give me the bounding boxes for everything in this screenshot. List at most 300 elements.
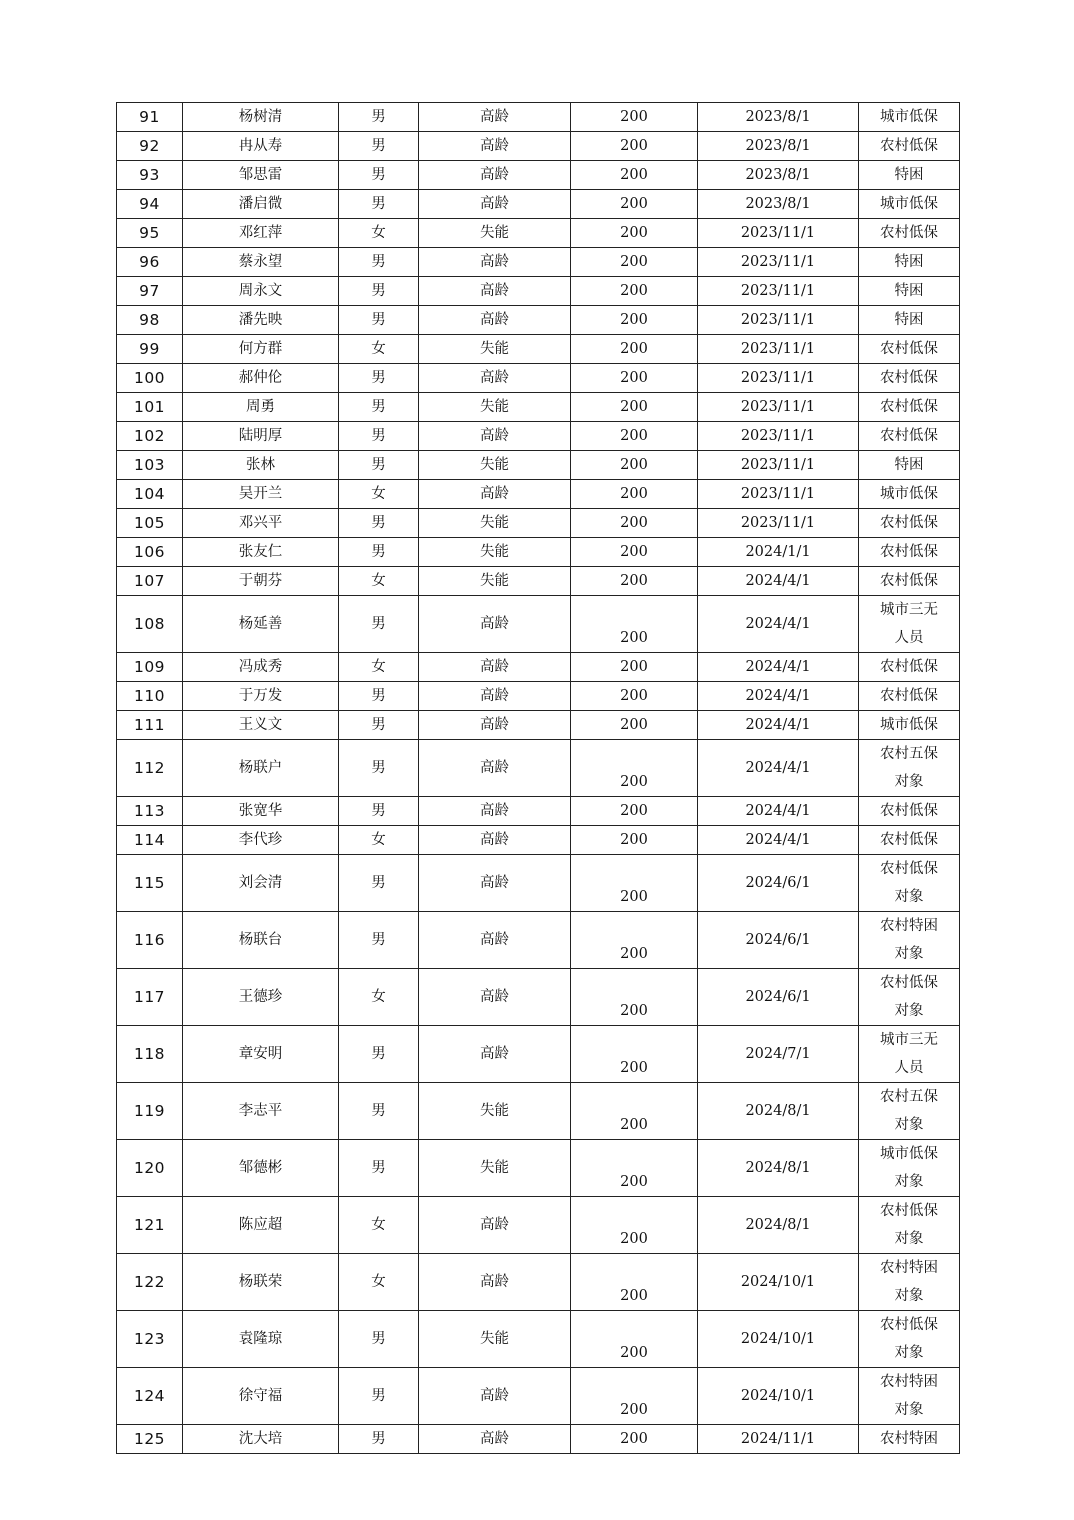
row-number-cell: 119 [117,1083,183,1140]
amount-cell: 200 [571,855,698,912]
category-cell: 城市低保 [859,190,960,219]
category-line-1: 农村低保 [880,1203,938,1219]
amount-cell: 200 [571,740,698,797]
start-date-cell: 2024/4/1 [698,567,859,596]
subsidy-type-cell: 高龄 [419,1197,571,1254]
amount-cell: 200 [571,711,698,740]
gender-cell: 男 [339,1026,419,1083]
category-line-1: 农村特困 [880,1260,938,1276]
start-date-cell: 2024/4/1 [698,653,859,682]
subsidy-type-cell: 高龄 [419,364,571,393]
subsidy-type-cell: 高龄 [419,682,571,711]
gender-cell: 男 [339,277,419,306]
table-row [117,306,960,335]
subsidy-table [116,102,960,1454]
gender-cell: 男 [339,393,419,422]
row-number-cell: 91 [117,103,183,132]
row-number-cell: 94 [117,190,183,219]
row-number-cell: 97 [117,277,183,306]
subsidy-type-cell: 失能 [419,509,571,538]
row-number-cell: 123 [117,1311,183,1368]
row-number-cell: 121 [117,1197,183,1254]
category-cell: 农村低保 [859,653,960,682]
amount-cell: 200 [571,103,698,132]
category-cell: 特困 [859,248,960,277]
row-number-cell: 96 [117,248,183,277]
category-line-2: 对象 [894,889,924,905]
subsidy-type-cell: 高龄 [419,912,571,969]
row-number-cell: 100 [117,364,183,393]
row-number-cell: 103 [117,451,183,480]
amount-cell: 200 [571,1140,698,1197]
person-name-cell: 王义文 [183,711,339,740]
table-row [117,653,960,682]
subsidy-type-cell: 高龄 [419,190,571,219]
gender-cell: 女 [339,826,419,855]
table-row [117,797,960,826]
amount-cell: 200 [571,190,698,219]
start-date-cell: 2023/8/1 [698,190,859,219]
row-number-cell: 109 [117,653,183,682]
category-cell [859,1026,960,1083]
category-line-1: 农村低保 [880,861,938,877]
table-row [117,277,960,306]
amount-cell: 200 [571,1026,698,1083]
person-name-cell: 袁隆琼 [183,1311,339,1368]
table-row [117,1197,960,1254]
start-date-cell: 2024/8/1 [698,1197,859,1254]
table-row [117,826,960,855]
amount-cell: 200 [571,826,698,855]
subsidy-type-cell: 失能 [419,451,571,480]
subsidy-type-cell: 高龄 [419,248,571,277]
gender-cell: 女 [339,480,419,509]
amount-cell: 200 [571,1311,698,1368]
subsidy-type-cell: 高龄 [419,711,571,740]
table-row [117,567,960,596]
category-line-2: 对象 [894,1174,924,1190]
person-name-cell: 王德珍 [183,969,339,1026]
start-date-cell: 2023/11/1 [698,219,859,248]
gender-cell: 男 [339,306,419,335]
person-name-cell: 吴开兰 [183,480,339,509]
subsidy-type-cell: 高龄 [419,480,571,509]
table-row [117,1368,960,1425]
table-row [117,1083,960,1140]
table-row [117,682,960,711]
subsidy-type-cell: 高龄 [419,1425,571,1454]
subsidy-type-cell: 高龄 [419,653,571,682]
row-number-cell: 95 [117,219,183,248]
start-date-cell: 2023/11/1 [698,306,859,335]
start-date-cell: 2024/6/1 [698,969,859,1026]
subsidy-type-cell: 高龄 [419,132,571,161]
gender-cell: 女 [339,567,419,596]
subsidy-type-cell: 失能 [419,538,571,567]
person-name-cell: 陈应超 [183,1197,339,1254]
category-line-2: 对象 [894,1231,924,1247]
table-row [117,912,960,969]
gender-cell: 男 [339,1368,419,1425]
category-line-2: 对象 [894,1345,924,1361]
gender-cell: 男 [339,190,419,219]
start-date-cell: 2024/1/1 [698,538,859,567]
table-row [117,855,960,912]
start-date-cell: 2023/11/1 [698,422,859,451]
person-name-cell: 于万发 [183,682,339,711]
category-cell: 城市低保 [859,480,960,509]
start-date-cell: 2024/11/1 [698,1425,859,1454]
row-number-cell: 117 [117,969,183,1026]
amount-cell: 200 [571,219,698,248]
person-name-cell: 杨联荣 [183,1254,339,1311]
amount-cell: 200 [571,335,698,364]
category-cell [859,1311,960,1368]
row-number-cell: 99 [117,335,183,364]
person-name-cell: 于朝芬 [183,567,339,596]
category-cell: 农村低保 [859,364,960,393]
table-row [117,480,960,509]
subsidy-type-cell: 高龄 [419,826,571,855]
gender-cell: 女 [339,219,419,248]
start-date-cell: 2023/11/1 [698,335,859,364]
amount-cell: 200 [571,1083,698,1140]
amount-cell: 200 [571,451,698,480]
category-cell: 农村低保 [859,393,960,422]
start-date-cell: 2023/11/1 [698,509,859,538]
category-cell: 城市低保 [859,103,960,132]
gender-cell: 男 [339,161,419,190]
gender-cell: 男 [339,711,419,740]
start-date-cell: 2023/11/1 [698,393,859,422]
gender-cell: 男 [339,1425,419,1454]
amount-cell: 200 [571,161,698,190]
category-cell: 农村特困 [859,1425,960,1454]
gender-cell: 男 [339,797,419,826]
person-name-cell: 郝仲伦 [183,364,339,393]
gender-cell: 男 [339,682,419,711]
person-name-cell: 陆明厚 [183,422,339,451]
gender-cell: 男 [339,509,419,538]
row-number-cell: 104 [117,480,183,509]
table-row [117,969,960,1026]
category-line-2: 人员 [894,630,924,646]
person-name-cell: 沈大培 [183,1425,339,1454]
amount-cell: 200 [571,797,698,826]
subsidy-type-cell: 高龄 [419,855,571,912]
category-cell [859,855,960,912]
row-number-cell: 108 [117,596,183,653]
start-date-cell: 2023/11/1 [698,248,859,277]
start-date-cell: 2023/11/1 [698,451,859,480]
gender-cell: 女 [339,653,419,682]
gender-cell: 男 [339,596,419,653]
person-name-cell: 潘启微 [183,190,339,219]
person-name-cell: 杨延善 [183,596,339,653]
table-row [117,451,960,480]
category-cell: 特困 [859,277,960,306]
row-number-cell: 116 [117,912,183,969]
amount-cell: 200 [571,364,698,393]
start-date-cell: 2024/4/1 [698,596,859,653]
start-date-cell: 2024/6/1 [698,855,859,912]
gender-cell: 男 [339,422,419,451]
start-date-cell: 2024/4/1 [698,740,859,797]
subsidy-type-cell: 高龄 [419,422,571,451]
person-name-cell: 刘会清 [183,855,339,912]
amount-cell: 200 [571,912,698,969]
row-number-cell: 112 [117,740,183,797]
amount-cell: 200 [571,422,698,451]
category-cell [859,969,960,1026]
category-cell: 特困 [859,306,960,335]
table-row [117,190,960,219]
start-date-cell: 2024/8/1 [698,1083,859,1140]
subsidy-type-cell: 失能 [419,1140,571,1197]
amount-cell: 200 [571,567,698,596]
person-name-cell: 周永文 [183,277,339,306]
category-line-1: 城市低保 [880,1146,938,1162]
start-date-cell: 2023/11/1 [698,480,859,509]
category-line-1: 农村低保 [880,975,938,991]
amount-cell: 200 [571,1197,698,1254]
table-row [117,1311,960,1368]
row-number-cell: 122 [117,1254,183,1311]
amount-cell: 200 [571,653,698,682]
person-name-cell: 杨联户 [183,740,339,797]
row-number-cell: 105 [117,509,183,538]
amount-cell: 200 [571,1425,698,1454]
person-name-cell: 邓兴平 [183,509,339,538]
person-name-cell: 蔡永望 [183,248,339,277]
gender-cell: 男 [339,912,419,969]
table-row [117,422,960,451]
start-date-cell: 2023/8/1 [698,161,859,190]
category-line-2: 对象 [894,1003,924,1019]
person-name-cell: 何方群 [183,335,339,364]
gender-cell: 女 [339,1197,419,1254]
subsidy-type-cell: 失能 [419,393,571,422]
amount-cell: 200 [571,538,698,567]
amount-cell: 200 [571,248,698,277]
subsidy-type-cell: 失能 [419,1311,571,1368]
category-line-1: 农村低保 [880,1317,938,1333]
row-number-cell: 110 [117,682,183,711]
amount-cell: 200 [571,1368,698,1425]
start-date-cell: 2023/8/1 [698,103,859,132]
row-number-cell: 124 [117,1368,183,1425]
category-cell [859,1140,960,1197]
category-cell [859,1368,960,1425]
category-line-1: 农村五保 [880,1089,938,1105]
row-number-cell: 102 [117,422,183,451]
person-name-cell: 李代珍 [183,826,339,855]
amount-cell: 200 [571,509,698,538]
category-cell: 农村低保 [859,797,960,826]
start-date-cell: 2024/4/1 [698,711,859,740]
person-name-cell: 邹德彬 [183,1140,339,1197]
table-row [117,161,960,190]
person-name-cell: 冉从寿 [183,132,339,161]
table-row [117,335,960,364]
category-line-2: 人员 [894,1060,924,1076]
start-date-cell: 2024/8/1 [698,1140,859,1197]
category-cell: 特困 [859,451,960,480]
gender-cell: 男 [339,1140,419,1197]
gender-cell: 男 [339,364,419,393]
category-cell: 特困 [859,161,960,190]
category-cell [859,740,960,797]
row-number-cell: 93 [117,161,183,190]
start-date-cell: 2024/10/1 [698,1311,859,1368]
category-cell [859,1197,960,1254]
table-row [117,132,960,161]
subsidy-type-cell: 高龄 [419,969,571,1026]
category-line-1: 农村五保 [880,746,938,762]
gender-cell: 男 [339,248,419,277]
row-number-cell: 120 [117,1140,183,1197]
table-row [117,103,960,132]
person-name-cell: 冯成秀 [183,653,339,682]
gender-cell: 女 [339,335,419,364]
row-number-cell: 125 [117,1425,183,1454]
amount-cell: 200 [571,596,698,653]
amount-cell: 200 [571,277,698,306]
row-number-cell: 98 [117,306,183,335]
subsidy-type-cell: 失能 [419,219,571,248]
table-row [117,596,960,653]
gender-cell: 男 [339,1083,419,1140]
table-row [117,1425,960,1454]
subsidy-type-cell: 高龄 [419,277,571,306]
gender-cell: 男 [339,538,419,567]
start-date-cell: 2023/11/1 [698,364,859,393]
subsidy-type-cell: 高龄 [419,306,571,335]
subsidy-type-cell: 高龄 [419,740,571,797]
category-line-1: 城市三无 [880,602,938,618]
start-date-cell: 2024/7/1 [698,1026,859,1083]
row-number-cell: 115 [117,855,183,912]
category-cell: 农村低保 [859,538,960,567]
person-name-cell: 潘先映 [183,306,339,335]
person-name-cell: 周勇 [183,393,339,422]
gender-cell: 男 [339,1311,419,1368]
row-number-cell: 101 [117,393,183,422]
category-cell: 农村低保 [859,132,960,161]
subsidy-type-cell: 高龄 [419,1026,571,1083]
person-name-cell: 徐守福 [183,1368,339,1425]
subsidy-type-cell: 高龄 [419,596,571,653]
person-name-cell: 杨树清 [183,103,339,132]
start-date-cell: 2023/8/1 [698,132,859,161]
row-number-cell: 118 [117,1026,183,1083]
category-cell: 农村低保 [859,335,960,364]
row-number-cell: 92 [117,132,183,161]
gender-cell: 男 [339,451,419,480]
category-line-1: 农村特困 [880,1374,938,1390]
subsidy-type-cell: 失能 [419,1083,571,1140]
gender-cell: 女 [339,969,419,1026]
person-name-cell: 李志平 [183,1083,339,1140]
start-date-cell: 2023/11/1 [698,277,859,306]
row-number-cell: 113 [117,797,183,826]
person-name-cell: 杨联台 [183,912,339,969]
gender-cell: 男 [339,740,419,797]
subsidy-type-cell: 高龄 [419,797,571,826]
start-date-cell: 2024/4/1 [698,826,859,855]
category-cell: 农村低保 [859,509,960,538]
person-name-cell: 章安明 [183,1026,339,1083]
table-row [117,1140,960,1197]
category-line-2: 对象 [894,946,924,962]
gender-cell: 男 [339,855,419,912]
table-row [117,1026,960,1083]
row-number-cell: 106 [117,538,183,567]
category-cell: 农村低保 [859,422,960,451]
table-row [117,740,960,797]
start-date-cell: 2024/10/1 [698,1254,859,1311]
category-cell: 农村低保 [859,567,960,596]
gender-cell: 男 [339,132,419,161]
row-number-cell: 111 [117,711,183,740]
table-row [117,248,960,277]
person-name-cell: 张宽华 [183,797,339,826]
category-cell [859,1083,960,1140]
table-body [117,103,960,1454]
amount-cell: 200 [571,480,698,509]
category-line-1: 城市三无 [880,1032,938,1048]
table-row [117,219,960,248]
person-name-cell: 邹思雷 [183,161,339,190]
start-date-cell: 2024/4/1 [698,797,859,826]
category-line-2: 对象 [894,1117,924,1133]
table-row [117,538,960,567]
amount-cell: 200 [571,969,698,1026]
amount-cell: 200 [571,682,698,711]
category-cell: 城市低保 [859,711,960,740]
gender-cell: 男 [339,103,419,132]
start-date-cell: 2024/4/1 [698,682,859,711]
table-row [117,711,960,740]
person-name-cell: 张林 [183,451,339,480]
amount-cell: 200 [571,132,698,161]
subsidy-type-cell: 失能 [419,335,571,364]
gender-cell: 女 [339,1254,419,1311]
category-cell: 农村低保 [859,826,960,855]
table-row [117,393,960,422]
subsidy-type-cell: 失能 [419,567,571,596]
category-cell [859,1254,960,1311]
subsidy-type-cell: 高龄 [419,1368,571,1425]
row-number-cell: 114 [117,826,183,855]
table-row [117,364,960,393]
subsidy-type-cell: 高龄 [419,103,571,132]
table-row [117,509,960,538]
person-name-cell: 张友仁 [183,538,339,567]
category-cell [859,912,960,969]
amount-cell: 200 [571,393,698,422]
category-cell: 农村低保 [859,219,960,248]
category-cell [859,596,960,653]
amount-cell: 200 [571,306,698,335]
subsidy-type-cell: 高龄 [419,1254,571,1311]
category-line-1: 农村特困 [880,918,938,934]
start-date-cell: 2024/10/1 [698,1368,859,1425]
category-line-2: 对象 [894,1402,924,1418]
table-row [117,1254,960,1311]
subsidy-type-cell: 高龄 [419,161,571,190]
category-line-2: 对象 [894,1288,924,1304]
